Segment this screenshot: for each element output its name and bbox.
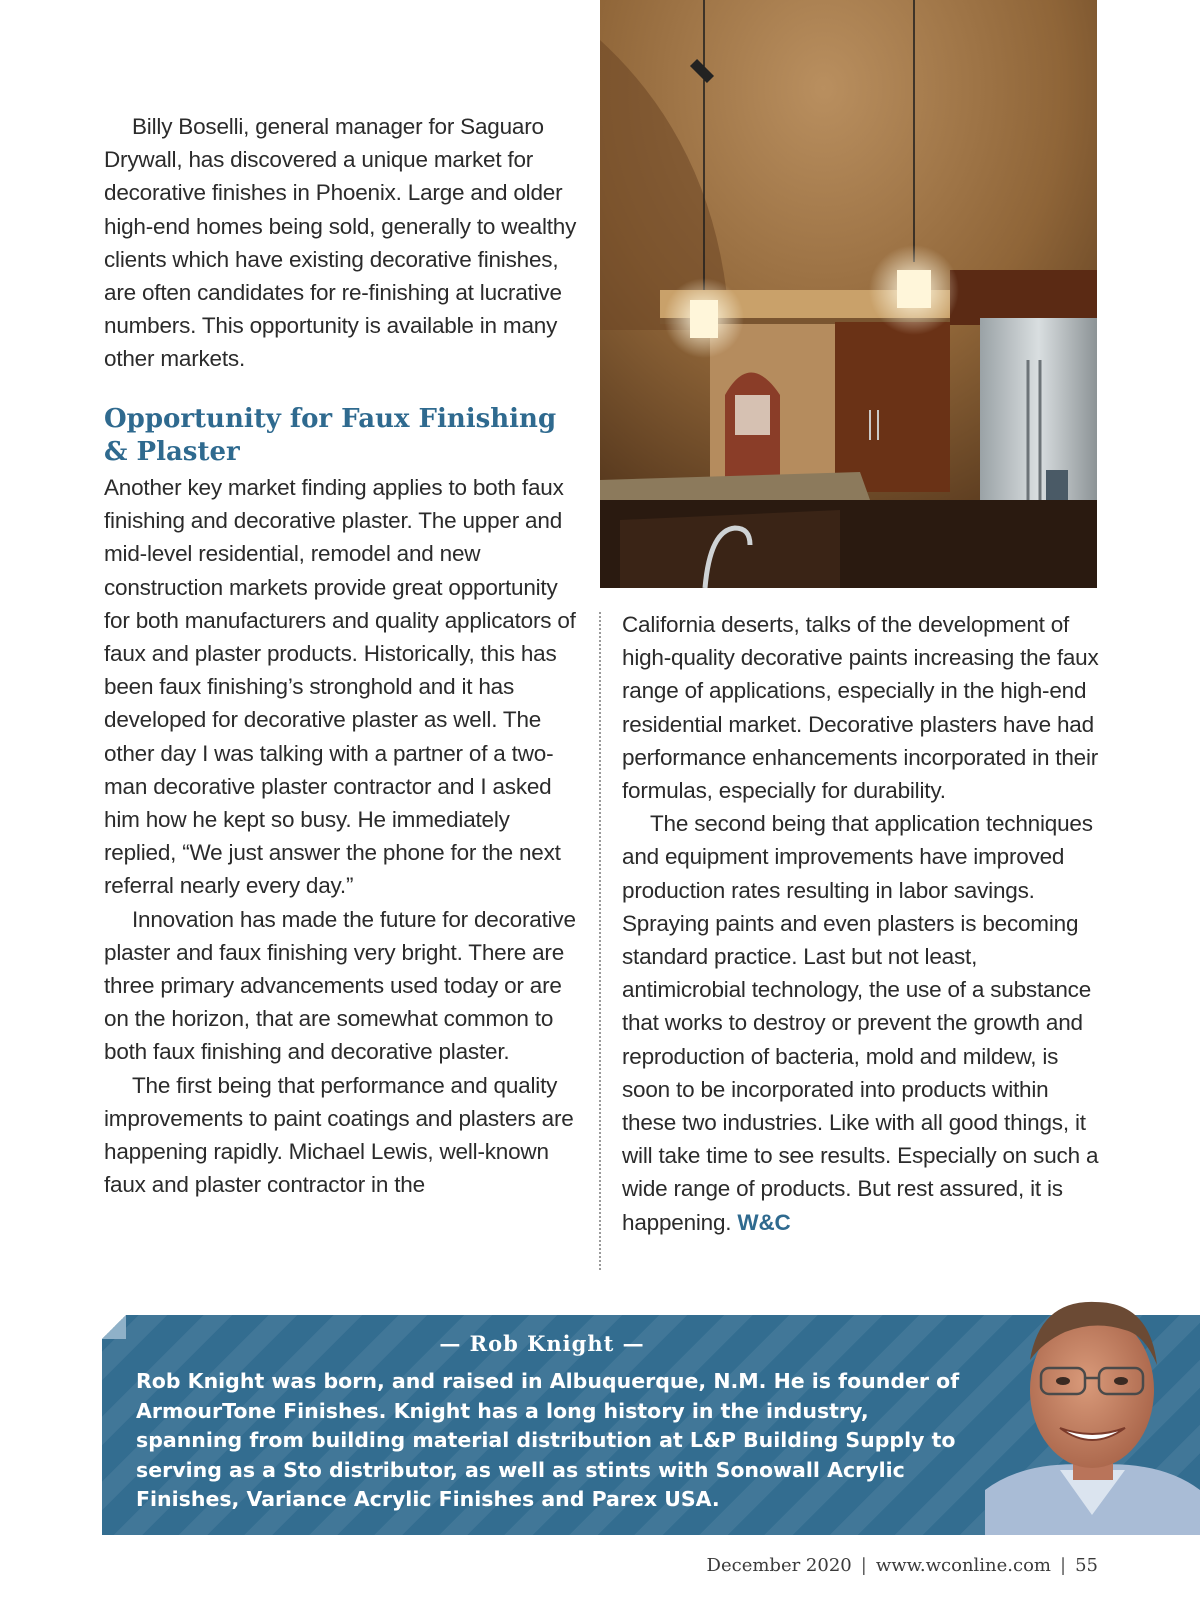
right-column bbox=[622, 608, 1100, 1239]
body-text: The second being that application techniques and equipment improvements have improved production rates resulting in labor savings. Spraying paints and even plasters is becoming standard practice. Last but not least, antimicrobial technology, the use of a substance that works to destroy or prevent the growth and reproduction of bacteria, mold and mildew, is soon to be incorporated into products within these two industries. Like with all good things, it will take time to see results. Especially on such a wide range of products. But rest assured, it is happening. bbox=[622, 811, 1099, 1235]
page-folio bbox=[707, 1555, 1098, 1576]
body-paragraph: The first being that performance and quality improvements to paint coatings and plasters are happening rapidly. Michael Lewis, well-known faux and plaster contractor in the bbox=[104, 1072, 574, 1198]
folio-separator: | bbox=[860, 1555, 867, 1576]
body-paragraph bbox=[622, 807, 1100, 1239]
folio-separator: | bbox=[1060, 1555, 1067, 1576]
body-paragraph: Another key market finding applies to both faux finishing and decorative plaster. The upper and mid-level residential, remodel and new construction markets provide great opportunity for both manufacturers and quality applicators of faux and plaster products. Historically, this has been faux finishing’s stronghold and it has developed for decorative plaster as well. The other day I was talking with a partner of a two-man decorative plaster contractor and I asked him how he kept so busy. He immediately replied, “We just answer the phone for the next referral nearly every day.” bbox=[104, 475, 576, 899]
bio-corner-cut bbox=[102, 1315, 126, 1339]
author-name: — Rob Knight — bbox=[439, 1331, 645, 1356]
author-photo bbox=[985, 1280, 1200, 1535]
body-paragraph: California deserts, talks of the development of high-quality decorative paints increasing the faux range of applications, especially in the high-end residential market. Decorative plasters have had performance enhancements incorporated in their formulas, especially for durability. bbox=[622, 612, 1099, 804]
issue-date: December 2020 bbox=[706, 1555, 852, 1576]
body-paragraph: Innovation has made the future for decorative plaster and faux finishing very bright. There are three primary advancements used today or are on the horizon, that are somewhat common to both faux finishing and decorative plaster. bbox=[104, 906, 576, 1065]
author-bio-text: Rob Knight was born, and raised in Albuquerque, N.M. He is founder of ArmourTone Finishes. Knight has a long history in the industry, spanning from building material distribution at L&P Building Supply to serving as a Sto distributor, as well as stints with Sonowall Acrylic Finishes, Variance Acrylic Finishes and Parex USA. bbox=[136, 1369, 960, 1511]
end-mark: W&C bbox=[737, 1209, 791, 1235]
page-number: 55 bbox=[1075, 1555, 1098, 1576]
intro-paragraph: Billy Boselli, general manager for Saguaro Drywall, has discovered a unique market for decorative finishes in Phoenix. Large and older high-end homes being sold, generally to wealthy clients which have existing decorative finishes, are often candidates for re-finishing at lucrative numbers. This opportunity is available in many other markets. bbox=[104, 114, 577, 372]
column-divider bbox=[599, 612, 601, 1270]
website-link[interactable]: www.wconline.com bbox=[875, 1555, 1052, 1576]
left-column bbox=[104, 403, 582, 1201]
section-subhead: Opportunity for Faux Finishing & Plaster bbox=[104, 404, 557, 467]
intro-column bbox=[104, 110, 582, 376]
kitchen-photo bbox=[600, 0, 1097, 588]
